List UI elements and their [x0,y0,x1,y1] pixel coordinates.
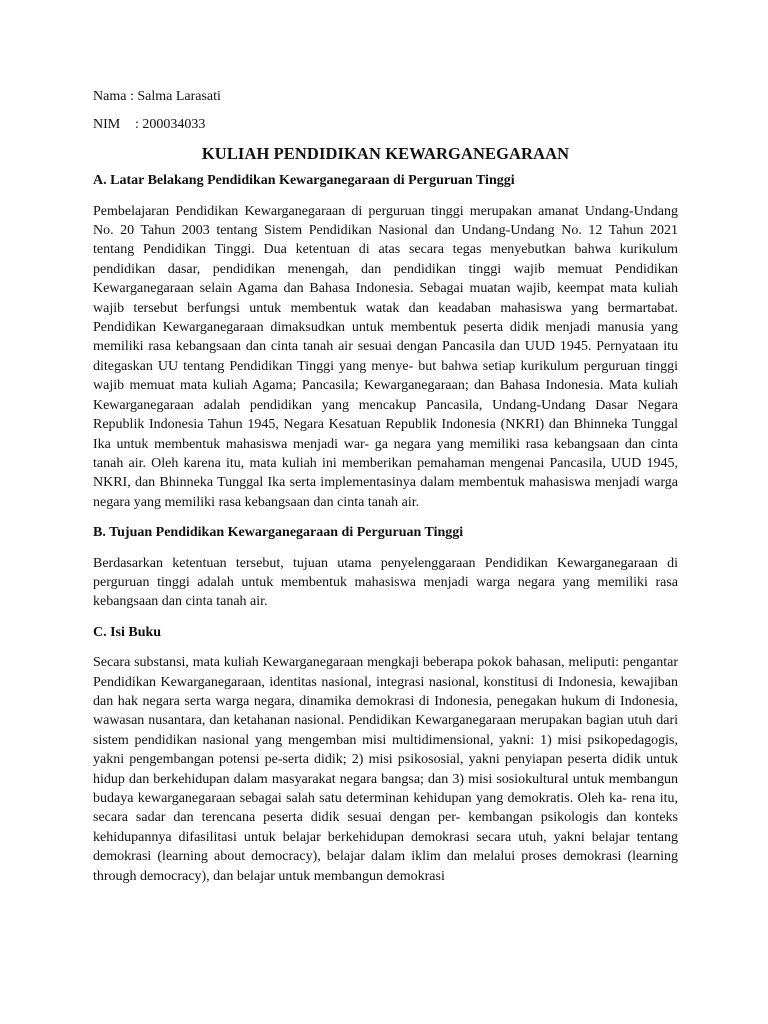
student-nim-line [93,115,678,134]
student-nim: 200034033 [142,117,206,133]
nim-label: NIM [93,117,121,133]
section-body-c: Secara substansi, mata kuliah Kewarganegaraan mengkaji beberapa pokok bahasan, meliputi: pengantar Pendidikan Kewarganegaraan, identitas nasional, integrasi nasional, konstitusi di Indonesia, kewajiban dan hak negara serta warga negara, dinamika demokrasi di Indonesia, penegakan hukum di Indonesia, wawasan nusantara, dan ketahanan nasional. Pendidikan Kewarganegaraan merupakan bagian utuh dari sistem pendidikan nasional yang mengemban misi multidimensional, yakni: 1) misi psikopedagogis, yakni pengembangan potensi pe-serta didik; 2) misi psikososial, yakni penyiapan peserta didik untuk hidup dan berkehidupan dalam masyarakat negara bangsa; dan 3) misi sosiokultural untuk membangun budaya kewarganegaraan sebagai salah satu determinan kehidupan yang demokratis. Oleh ka- rena itu, secara sadar dan terencana peserta didik sesuai dengan per- kembangan psikologis dan konteks kehidupannya difasilitasi untuk belajar berkehidupan demokrasi secara utuh, yakni belajar tentang demokrasi (learning about democracy), belajar dalam iklim dan melalui proses demokrasi (learning through democracy), dan belajar untuk membangun demokrasi [93,655,678,884]
section-heading-c: C. Isi Buku [93,624,162,640]
section-heading-b: B. Tujuan Pendidikan Kewarganegaraan di Perguruan Tinggi [93,525,464,541]
name-separator: : [126,89,138,104]
section-body-b: Berdasarkan ketentuan tersebut, tujuan utama penyelenggaraan Pendidikan Kewarganegaraan di perguruan tinggi adalah untuk membentuk mahasiswa menjadi warga negara yang memiliki rasa kebangsaan dan cinta tanah air. [93,555,678,610]
name-label: Nama [93,89,127,104]
section-heading-a: A. Latar Belakang Pendidikan Kewarganegaraan di Perguruan Tinggi [93,173,515,189]
section-body-a: Pembelajaran Pendidikan Kewarganegaraan di perguruan tinggi merupakan amanat Undang-Undang No. 20 Tahun 2003 tentang Sistem Pendidikan Nasional dan Undang-Undang No. 12 Tahun 2021 tentang Pendidikan Tinggi. Dua ketentuan di atas secara tegas menyebutkan bahwa kurikulum pendidikan dasar, pendidikan menengah, dan pendidikan tinggi wajib memuat Pendidikan Kewarganegaraan selain Agama dan Bahasa Indonesia. Sebagai muatan wajib, keempat mata kuliah wajib tersebut berfungsi untuk membentuk watak dan keadaban mahasiswa yang bermartabat. Pendidikan Kewarganegaraan dimaksudkan untuk membentuk peserta didik menjadi manusia yang memiliki rasa kebangsaan dan cinta tanah air sesuai dengan Pancasila dan UUD 1945. Pernyataan itu ditegaskan UU tentang Pendidikan Tinggi yang menye- but bahwa setiap kurikulum perguruan tinggi wajib memuat mata kuliah Agama; Pancasila; Kewarganegaraan; dan Bahasa Indonesia. Mata kuliah Kewarganegaraan adalah pendidikan yang mencakup Pancasila, Undang-Undang Dasar Negara Republik Indonesia Tahun 1945, Negara Kesatuan Republik Indonesia (NKRI) dan Bhinneka Tunggal Ika untuk membentuk mahasiswa menjadi war- ga negara yang memiliki rasa kebangsaan dan cinta tanah air. Oleh karena itu, mata kuliah ini memberikan pemahaman mengenai Pancasila, UUD 1945, NKRI, dan Bhinneka Tunggal Ika serta implementasinya dalam membentuk mahasiswa menjadi warga negara yang memiliki rasa kebangsaan dan cinta tanah air. [93,203,678,510]
student-name: Salma Larasati [137,89,221,104]
document-title: KULIAH PENDIDIKAN KEWARGANEGARAAN [201,143,570,163]
student-name-line [93,87,678,106]
nim-separator: : [135,117,143,133]
document-page [93,87,678,897]
